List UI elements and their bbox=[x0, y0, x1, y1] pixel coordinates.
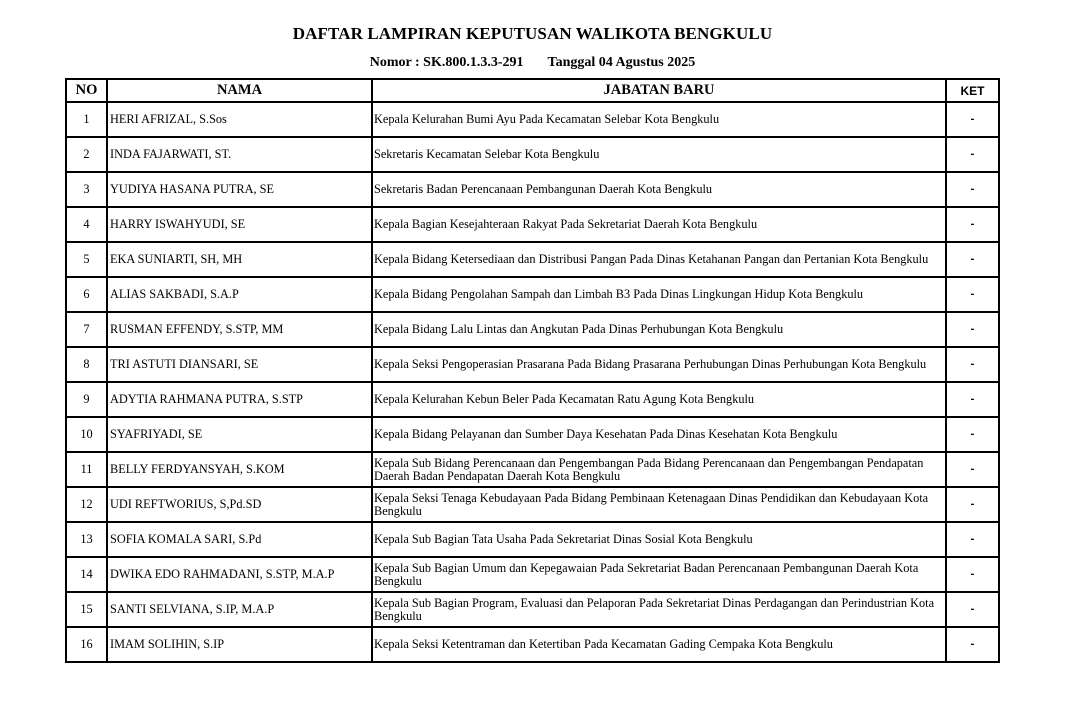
row-number: 3 bbox=[66, 172, 107, 207]
new-position: Kepala Seksi Pengoperasian Prasarana Pada Bidang Prasarana Perhubungan Dinas Perhubungan Kota Bengkulu bbox=[372, 347, 946, 382]
table-row bbox=[66, 347, 999, 382]
table-row bbox=[66, 417, 999, 452]
row-number: 4 bbox=[66, 207, 107, 242]
new-position: Kepala Seksi Tenaga Kebudayaan Pada Bidang Pembinaan Ketenagaan Dinas Pendidikan dan Kebudayaan Kota Bengkulu bbox=[372, 487, 946, 522]
employee-name: SOFIA KOMALA SARI, S.Pd bbox=[107, 522, 372, 557]
table-row bbox=[66, 487, 999, 522]
remarks: - bbox=[946, 137, 999, 172]
new-position: Kepala Kelurahan Bumi Ayu Pada Kecamatan Selebar Kota Bengkulu bbox=[372, 102, 946, 137]
table-row bbox=[66, 592, 999, 627]
new-position: Kepala Kelurahan Kebun Beler Pada Kecamatan Ratu Agung Kota Bengkulu bbox=[372, 382, 946, 417]
decree-date: Tanggal 04 Agustus 2025 bbox=[547, 55, 696, 70]
employee-name: HARRY ISWAHYUDI, SE bbox=[107, 207, 372, 242]
employee-name: BELLY FERDYANSYAH, S.KOM bbox=[107, 452, 372, 487]
header-nama: NAMA bbox=[107, 79, 372, 102]
row-number: 10 bbox=[66, 417, 107, 452]
table-body bbox=[66, 102, 999, 662]
remarks: - bbox=[946, 207, 999, 242]
new-position: Kepala Bagian Kesejahteraan Rakyat Pada Sekretariat Daerah Kota Bengkulu bbox=[372, 207, 946, 242]
new-position: Sekretaris Kecamatan Selebar Kota Bengkulu bbox=[372, 137, 946, 172]
table-row bbox=[66, 627, 999, 662]
new-position: Kepala Bidang Pengolahan Sampah dan Limbah B3 Pada Dinas Lingkungan Hidup Kota Bengkulu bbox=[372, 277, 946, 312]
row-number: 6 bbox=[66, 277, 107, 312]
remarks: - bbox=[946, 487, 999, 522]
row-number: 2 bbox=[66, 137, 107, 172]
row-number: 5 bbox=[66, 242, 107, 277]
header-no: NO bbox=[66, 79, 107, 102]
row-number: 12 bbox=[66, 487, 107, 522]
employee-name: UDI REFTWORIUS, S,Pd.SD bbox=[107, 487, 372, 522]
new-position: Kepala Sub Bagian Program, Evaluasi dan Pelaporan Pada Sekretariat Dinas Perdagangan dan Perindustrian Kota Bengkulu bbox=[372, 592, 946, 627]
table-row bbox=[66, 207, 999, 242]
new-position: Kepala Bidang Pelayanan dan Sumber Daya Kesehatan Pada Dinas Kesehatan Kota Bengkulu bbox=[372, 417, 946, 452]
employee-name: SYAFRIYADI, SE bbox=[107, 417, 372, 452]
header-jabatan: JABATAN BARU bbox=[372, 79, 946, 102]
document-title: DAFTAR LAMPIRAN KEPUTUSAN WALIKOTA BENGKULU bbox=[292, 24, 773, 43]
remarks: - bbox=[946, 592, 999, 627]
employee-name: ALIAS SAKBADI, S.A.P bbox=[107, 277, 372, 312]
new-position: Kepala Bidang Ketersediaan dan Distribusi Pangan Pada Dinas Ketahanan Pangan dan Pertanian Kota Bengkulu bbox=[372, 242, 946, 277]
decree-number: Nomor : SK.800.1.3.3-291 bbox=[369, 55, 524, 70]
remarks: - bbox=[946, 452, 999, 487]
new-position: Kepala Sub Bagian Tata Usaha Pada Sekretariat Dinas Sosial Kota Bengkulu bbox=[372, 522, 946, 557]
remarks: - bbox=[946, 312, 999, 347]
remarks: - bbox=[946, 347, 999, 382]
table-row bbox=[66, 137, 999, 172]
employee-name: HERI AFRIZAL, S.Sos bbox=[107, 102, 372, 137]
remarks: - bbox=[946, 277, 999, 312]
appointment-table bbox=[65, 78, 1000, 663]
row-number: 7 bbox=[66, 312, 107, 347]
new-position: Kepala Bidang Lalu Lintas dan Angkutan Pada Dinas Perhubungan Kota Bengkulu bbox=[372, 312, 946, 347]
remarks: - bbox=[946, 382, 999, 417]
table-row bbox=[66, 382, 999, 417]
table-row bbox=[66, 102, 999, 137]
header-ket: KET bbox=[946, 79, 999, 102]
table-row bbox=[66, 312, 999, 347]
table-row bbox=[66, 242, 999, 277]
table-row bbox=[66, 522, 999, 557]
employee-name: IMAM SOLIHIN, S.IP bbox=[107, 627, 372, 662]
remarks: - bbox=[946, 102, 999, 137]
table-row bbox=[66, 452, 999, 487]
table-row bbox=[66, 277, 999, 312]
employee-name: ADYTIA RAHMANA PUTRA, S.STP bbox=[107, 382, 372, 417]
employee-name: DWIKA EDO RAHMADANI, S.STP, M.A.P bbox=[107, 557, 372, 592]
employee-name: SANTI SELVIANA, S.IP, M.A.P bbox=[107, 592, 372, 627]
remarks: - bbox=[946, 417, 999, 452]
table-header-row bbox=[66, 79, 999, 102]
new-position: Kepala Sub Bagian Umum dan Kepegawaian Pada Sekretariat Badan Perencanaan Pembangunan Daerah Kota Bengkulu bbox=[372, 557, 946, 592]
new-position: Kepala Sub Bidang Perencanaan dan Pengembangan Pada Bidang Perencanaan dan Pengembangan Pendapatan Daerah Badan Pendapatan Daerah Kota Bengkulu bbox=[372, 452, 946, 487]
row-number: 11 bbox=[66, 452, 107, 487]
remarks: - bbox=[946, 522, 999, 557]
remarks: - bbox=[946, 557, 999, 592]
table-row bbox=[66, 172, 999, 207]
row-number: 14 bbox=[66, 557, 107, 592]
remarks: - bbox=[946, 242, 999, 277]
document-subtitle bbox=[0, 55, 1065, 71]
remarks: - bbox=[946, 627, 999, 662]
employee-name: INDA FAJARWATI, ST. bbox=[107, 137, 372, 172]
row-number: 16 bbox=[66, 627, 107, 662]
new-position: Kepala Seksi Ketentraman dan Ketertiban Pada Kecamatan Gading Cempaka Kota Bengkulu bbox=[372, 627, 946, 662]
employee-name: TRI ASTUTI DIANSARI, SE bbox=[107, 347, 372, 382]
row-number: 15 bbox=[66, 592, 107, 627]
employee-name: EKA SUNIARTI, SH, MH bbox=[107, 242, 372, 277]
row-number: 13 bbox=[66, 522, 107, 557]
remarks: - bbox=[946, 172, 999, 207]
new-position: Sekretaris Badan Perencanaan Pembangunan Daerah Kota Bengkulu bbox=[372, 172, 946, 207]
row-number: 8 bbox=[66, 347, 107, 382]
employee-name: RUSMAN EFFENDY, S.STP, MM bbox=[107, 312, 372, 347]
row-number: 9 bbox=[66, 382, 107, 417]
employee-name: YUDIYA HASANA PUTRA, SE bbox=[107, 172, 372, 207]
row-number: 1 bbox=[66, 102, 107, 137]
table-row bbox=[66, 557, 999, 592]
